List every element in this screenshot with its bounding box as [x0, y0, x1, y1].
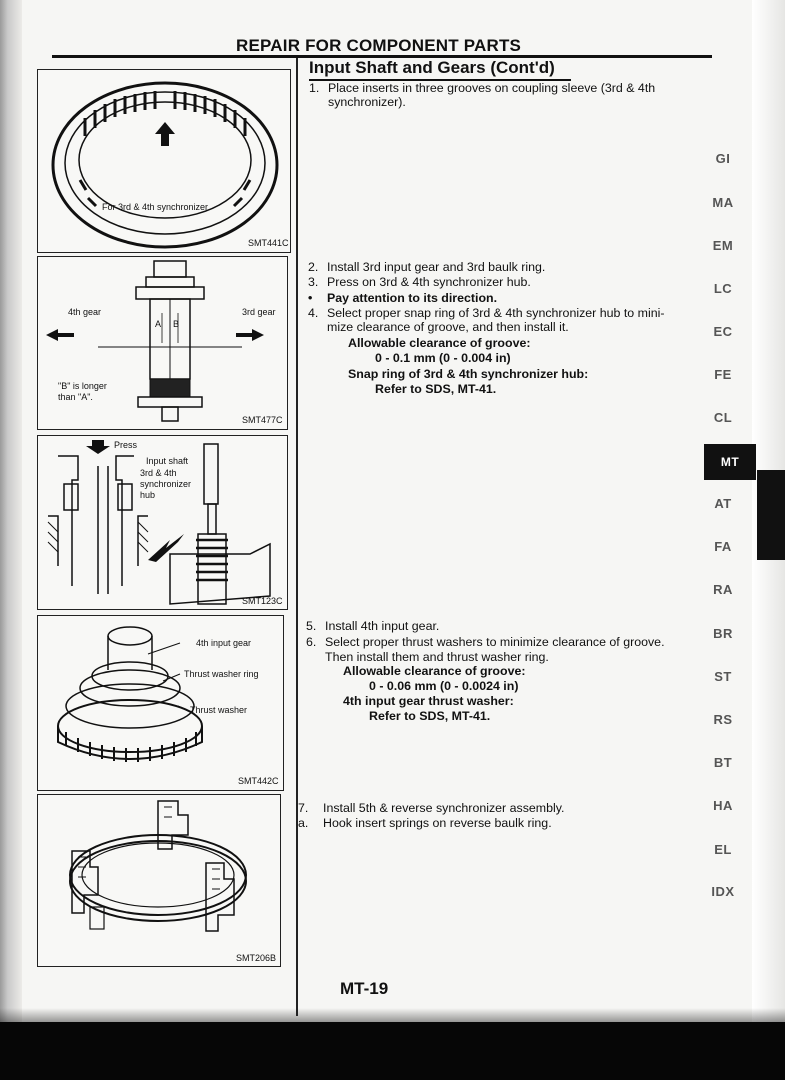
- callout-3rd-gear: 3rd gear: [242, 307, 276, 317]
- spec-step6-ref-label: 4th input gear thrust washer:: [343, 694, 514, 708]
- coupling-sleeve-illustration: [38, 70, 290, 252]
- step-number: 3.: [308, 275, 319, 289]
- spec-step6-ref-value: Refer to SDS, MT-41.: [369, 709, 491, 723]
- step-bullet-direction: [308, 291, 708, 305]
- callout-than-a: than "A".: [58, 392, 93, 402]
- callout-thrust-washer-ring: Thrust washer ring: [184, 669, 259, 679]
- step-text-line-1: Select proper thrust washers to minimize clearance of groove.: [325, 635, 665, 649]
- figure-smt206b: [37, 794, 281, 967]
- sidebar-item-gi[interactable]: GI: [715, 151, 731, 166]
- callout-input-shaft: Input shaft: [146, 456, 189, 466]
- step-text-line-1: Place inserts in three grooves on coupling sleeve (3rd & 4th: [328, 81, 656, 95]
- figure-id: SMT206B: [236, 953, 277, 963]
- sidebar-item-rs[interactable]: RS: [713, 712, 733, 727]
- step-a: [298, 816, 698, 830]
- sidebar-item-ha[interactable]: HA: [713, 798, 733, 813]
- step-text-line-1: Press on 3rd & 4th synchronizer hub.: [327, 275, 531, 289]
- sidebar-item-ra[interactable]: RA: [713, 582, 733, 597]
- step-text-line-2: synchronizer).: [328, 95, 406, 109]
- figure-id: SMT441C: [248, 238, 289, 248]
- column-divider: [296, 58, 298, 1016]
- step-5: [306, 619, 706, 633]
- sidebar-item-cl[interactable]: CL: [713, 410, 733, 425]
- step-text-line-1: Install 3rd input gear and 3rd baulk ring.: [327, 260, 546, 274]
- sidebar-item-fa[interactable]: FA: [714, 539, 732, 554]
- step-number: 5.: [306, 619, 317, 633]
- callout-synchronizer-label: For 3rd & 4th synchronizer: [102, 202, 209, 212]
- page-number: MT-19: [340, 979, 389, 998]
- sidebar-item-lc[interactable]: LC: [713, 281, 733, 296]
- figure-id: SMT477C: [242, 415, 283, 425]
- sidebar-item-ma[interactable]: MA: [712, 195, 734, 210]
- page-header-title: REPAIR FOR COMPONENT PARTS: [236, 36, 522, 55]
- figure-smt442c: [37, 615, 284, 791]
- callout-hub-line2: synchronizer: [140, 479, 192, 489]
- reverse-synchronizer-illustration: [38, 795, 280, 966]
- sidebar-item-idx[interactable]: IDX: [711, 884, 735, 899]
- callout-4th-input-gear: 4th input gear: [196, 638, 252, 648]
- sidebar-item-at[interactable]: AT: [714, 496, 732, 511]
- section-title: Input Shaft and Gears (Cont'd): [309, 58, 555, 77]
- spec-step4-clearance-value: 0 - 0.1 mm (0 - 0.004 in): [375, 351, 511, 365]
- step-number: 6.: [306, 635, 317, 649]
- hub-direction-illustration: [38, 257, 287, 429]
- step-number: 4.: [308, 306, 319, 320]
- step-text-line-1: Install 5th & reverse synchronizer assembly.: [323, 801, 565, 815]
- spec-step4-ref-label: Snap ring of 3rd & 4th synchronizer hub:: [348, 367, 589, 381]
- step-2: [308, 260, 708, 274]
- step-text-line-2: Then install them and thrust washer ring.: [325, 650, 549, 664]
- step-number: 1.: [309, 81, 320, 95]
- step-1: [309, 81, 709, 111]
- sidebar-item-el[interactable]: EL: [714, 842, 732, 857]
- figure-smt477c: [37, 256, 288, 430]
- sidebar-item-em[interactable]: EM: [712, 238, 734, 253]
- step-number: 7.: [298, 801, 309, 815]
- callout-hub-line1: 3rd & 4th: [140, 468, 177, 478]
- spec-step6-clearance-label: Allowable clearance of groove:: [343, 664, 526, 678]
- sidebar-item-ec[interactable]: EC: [713, 324, 733, 339]
- step-4: [308, 306, 708, 336]
- scan-bottom-shadow: [0, 1022, 785, 1080]
- callout-hub-line3: hub: [140, 490, 156, 500]
- sidebar-item-bt[interactable]: BT: [713, 755, 733, 770]
- step-text-line-1: Select proper snap ring of 3rd & 4th synchronizer hub to mini-: [327, 306, 665, 320]
- step-text-line-1: Hook insert springs on reverse baulk ring.: [323, 816, 552, 830]
- step-6: [306, 635, 706, 665]
- step-3: [308, 275, 708, 289]
- step-number: 2.: [308, 260, 319, 274]
- callout-a: A: [155, 319, 162, 329]
- callout-press: Press: [114, 440, 138, 450]
- sidebar-item-br[interactable]: BR: [713, 626, 733, 641]
- page-edge-tab: [757, 470, 785, 560]
- step-text-line-2: mize clearance of groove, and then install it.: [327, 320, 569, 334]
- callout-b-longer: "B" is longer: [58, 381, 107, 391]
- step-text-line-1: Install 4th input gear.: [325, 619, 440, 633]
- callout-thrust-washer: Thrust washer: [190, 705, 248, 715]
- figure-smt123c: [37, 435, 288, 610]
- spec-step4-ref-value: Refer to SDS, MT-41.: [375, 382, 497, 396]
- spec-step4-clearance-label: Allowable clearance of groove:: [348, 336, 531, 350]
- sidebar-item-st[interactable]: ST: [714, 669, 732, 684]
- sidebar-item-mt-active[interactable]: MT: [704, 444, 756, 480]
- scan-left-edge: [0, 0, 22, 1080]
- step-text-line-1: Pay attention to its direction.: [327, 291, 498, 305]
- spec-step6-clearance-value: 0 - 0.06 mm (0 - 0.0024 in): [369, 679, 519, 693]
- figure-id: SMT442C: [238, 776, 279, 786]
- step-7: [298, 801, 698, 815]
- figure-smt441c: [37, 69, 291, 253]
- callout-b: B: [173, 319, 180, 329]
- figure-id: SMT123C: [242, 596, 283, 606]
- sidebar-item-fe[interactable]: FE: [714, 367, 732, 382]
- bullet-icon: •: [308, 291, 313, 305]
- step-number: a.: [298, 816, 309, 830]
- callout-4th-gear: 4th gear: [68, 307, 102, 317]
